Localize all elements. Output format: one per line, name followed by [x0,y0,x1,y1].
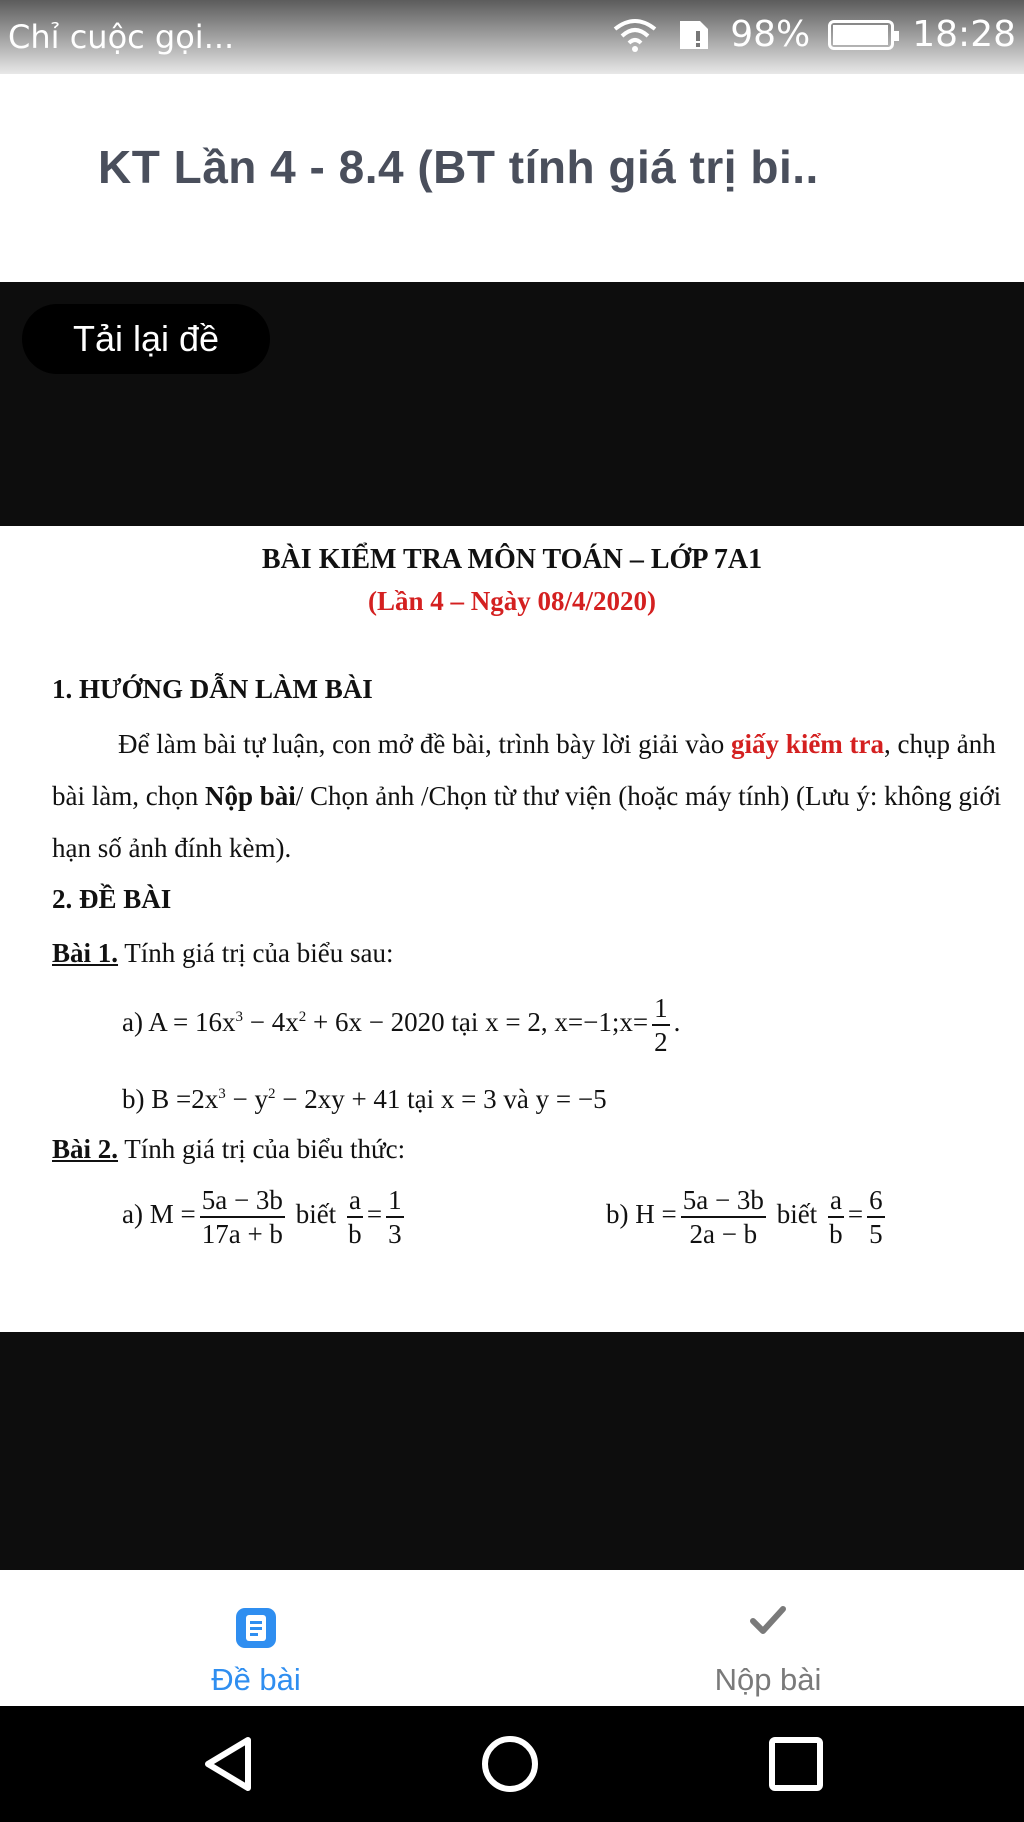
bai2b-expression [606,1184,889,1250]
bai1a-exp2: 2 [298,1009,307,1026]
recents-icon[interactable] [766,1734,826,1794]
bai2b-fraction-value [867,1184,885,1250]
section1-text-c: / Chọn ảnh /Chọn từ thư viện (hoặc máy tính) (Lưu ý: không giới hạn số ảnh đính kèm). [52,781,1002,863]
bai2b-den: 2a − b [689,1219,758,1249]
bai1b-exp2: 2 [267,1086,276,1102]
section1-text-b: , chụp ảnh bài làm, chọn [52,729,996,811]
document-title: BÀI KIỂM TRA MÔN TOÁN – LỚP 7A1 [261,544,763,575]
bai2b-v-den: 5 [869,1219,883,1249]
battery-percent: 98% [730,14,811,55]
bai2-heading [52,1134,405,1165]
clock: 18:28 [912,14,1016,55]
bai2a-v-num: 1 [386,1184,404,1218]
bai2a-r-num: a [347,1184,363,1218]
bai1a-exp1: 3 [235,1009,243,1026]
bai1a-fraction [652,992,670,1058]
status-icons [612,14,1016,55]
bai2b-fraction-h [681,1184,766,1250]
bai1-heading [52,938,393,969]
section1-text-a: Để làm bài tự luận, con mở đề bài, trình bày lời giải vào [118,729,732,759]
bai2-label: Bài 2. [52,1134,119,1164]
bai2b-r-num: a [828,1184,844,1218]
wifi-icon [612,17,658,53]
battery-fill [833,25,888,45]
bai1b-prefix: b) B =2x [122,1084,219,1114]
bai2b-num: 5a − 3b [681,1184,766,1218]
bai2a-r-den: b [348,1219,362,1249]
bai1a-expression [122,992,680,1058]
system-nav-bar [0,1706,1024,1822]
bai1a-mid2: + 6x − 2020 tại x = 2, x=−1;x= [306,1007,649,1038]
bottom-tab-bar [0,1570,1024,1706]
bai1-text: Tính giá trị của biểu sau: [118,938,394,968]
reload-exam-button[interactable]: Tải lại đề [22,304,270,374]
bai1b-exp1: 3 [218,1086,226,1102]
tab-de-bai[interactable] [0,1570,512,1706]
bai1b-mid1: − y [225,1084,268,1114]
bai2a-prefix: a) M = [122,1199,196,1230]
bai2a-fraction-ratio [347,1184,363,1250]
bai1a-frac-num: 1 [652,992,670,1026]
tab-nop-bai[interactable] [512,1570,1024,1706]
bai1-label: Bài 1. [52,938,119,968]
back-icon[interactable] [198,1734,258,1794]
bai2b-biet: biết [776,1199,818,1230]
bai1b-expression [122,1084,607,1115]
document-viewer[interactable] [0,282,1024,1570]
bai2-text: Tính giá trị của biểu thức: [118,1134,406,1164]
document-subtitle: (Lần 4 – Ngày 08/4/2020) [367,586,656,616]
page-title: KT Lần 4 - 8.4 (BT tính giá trị bi.. [98,141,819,193]
tab-de-bai-label: Đề bài [211,1662,301,1697]
section1-text-bold: Nộp bài [204,781,296,811]
section2-heading: 2. ĐỀ BÀI [52,884,172,914]
battery-icon [828,20,894,50]
bai2b-v-num: 6 [867,1184,885,1218]
bai2a-eq: = [366,1199,383,1230]
bai2a-fraction-value [386,1184,404,1250]
status-bar [0,0,1024,74]
bai1a-end: . [673,1007,681,1038]
bai2a-fraction-m [200,1184,285,1250]
bai1a-mid1: − 4x [242,1007,299,1038]
exam-document [0,526,1024,1332]
bai2b-eq: = [847,1199,864,1230]
bai1a-prefix: a) A = 16x [122,1007,236,1038]
bai2a-num: 5a − 3b [200,1184,285,1218]
tab-nop-bai-label: Nộp bài [714,1662,822,1697]
bai2a-den: 17a + b [201,1219,283,1249]
section1-text-red: giấy kiểm tra [731,729,885,759]
bai2a-v-den: 3 [388,1219,402,1249]
home-icon[interactable] [480,1734,540,1794]
bai2a-expression [122,1184,408,1250]
bai2b-fraction-ratio [828,1184,844,1250]
section1-heading: 1. HƯỚNG DẪN LÀM BÀI [52,674,373,704]
notification-text: Chỉ cuộc gọi... [8,18,235,56]
sim-icon [676,17,712,53]
bai1b-rest: − 2xy + 41 tại x = 3 và y = −5 [275,1084,607,1114]
bai2b-prefix: b) H = [606,1199,677,1230]
bai1a-frac-den: 2 [654,1027,668,1057]
bai2b-r-den: b [829,1219,843,1249]
document-icon [234,1606,278,1650]
app-header [0,74,1024,282]
check-icon [748,1600,788,1640]
bai2a-biet: biết [295,1199,337,1230]
section1-paragraph [52,718,1012,874]
